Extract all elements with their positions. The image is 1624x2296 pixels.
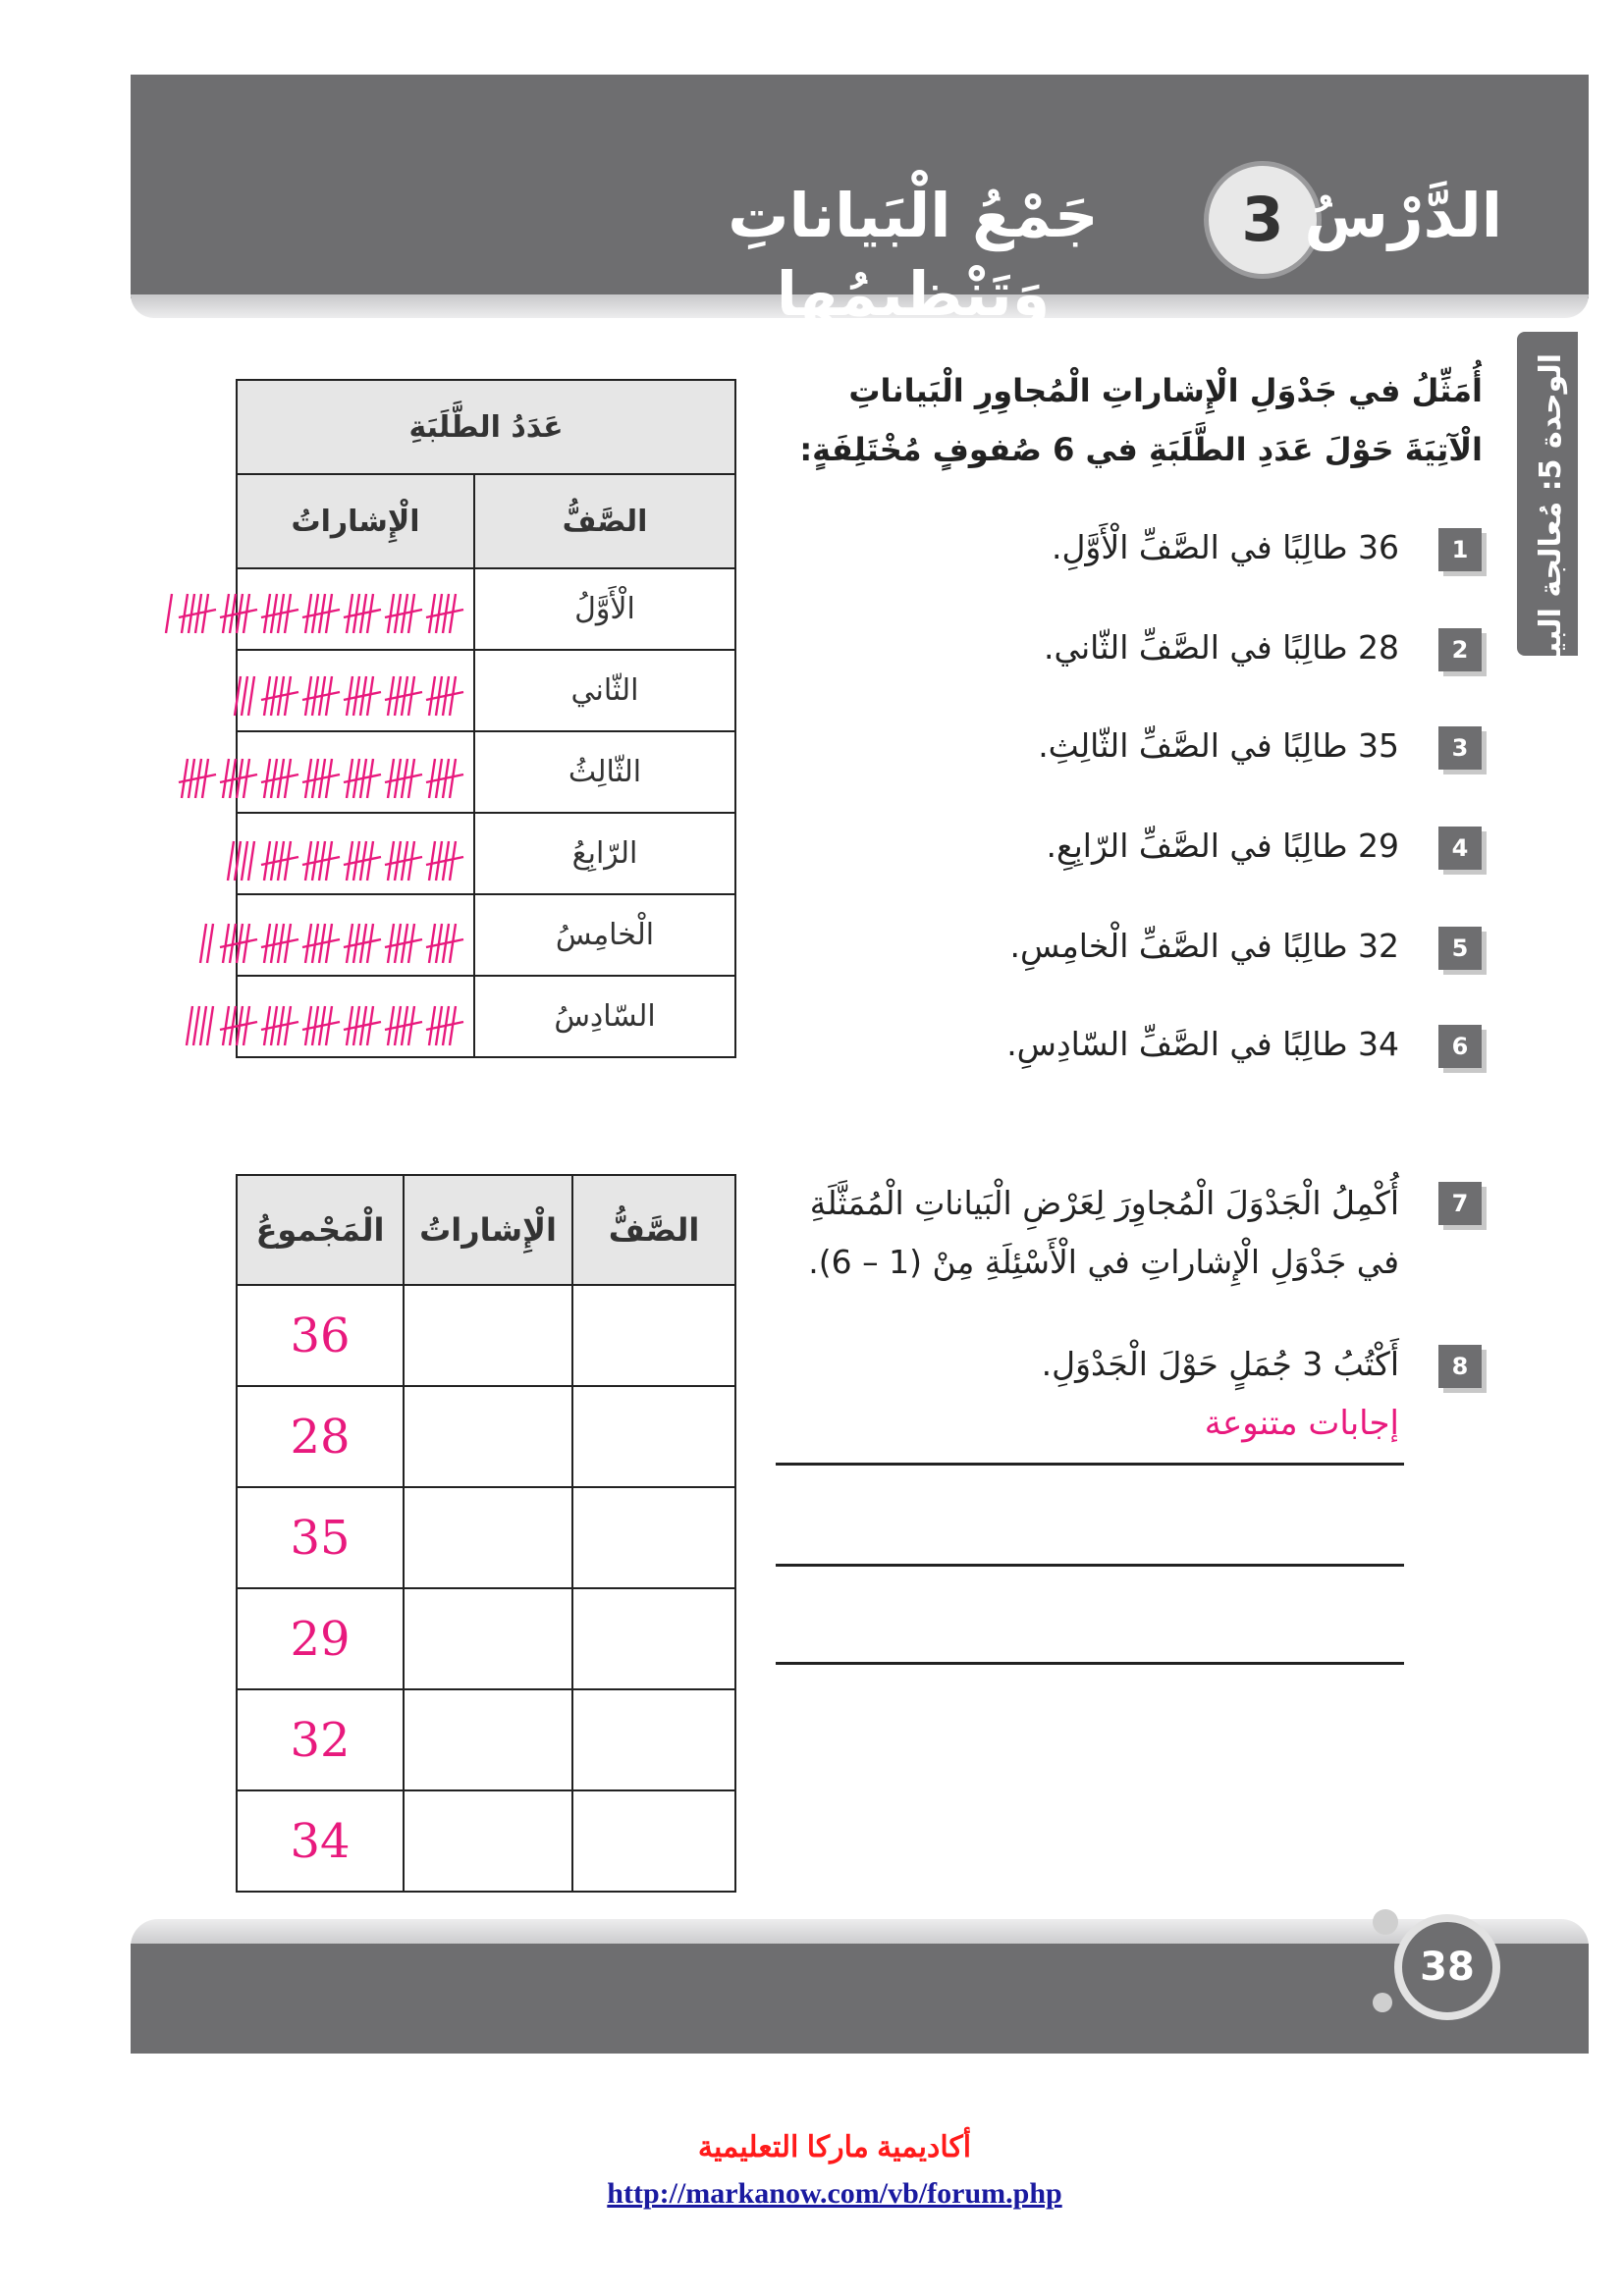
answer-line-3[interactable] bbox=[776, 1662, 1404, 1665]
tally-stroke bbox=[223, 1006, 229, 1045]
decorative-dot bbox=[1373, 1909, 1398, 1935]
tally-stroke bbox=[347, 841, 352, 881]
tally-stroke bbox=[244, 924, 249, 963]
tally-stroke bbox=[305, 759, 311, 798]
tally-col-header: الْإِشاراتُ bbox=[237, 474, 474, 568]
totals-row bbox=[237, 1285, 735, 1386]
tally-stroke bbox=[388, 924, 394, 963]
tally-stroke bbox=[187, 1006, 192, 1045]
totals-class-cell[interactable] bbox=[572, 1790, 735, 1892]
tally-marks-row bbox=[166, 594, 463, 633]
tally-stroke bbox=[248, 841, 254, 881]
tally-stroke bbox=[244, 594, 249, 633]
total-col-header: الْمَجْموعُ bbox=[237, 1175, 404, 1285]
tally-stroke bbox=[450, 1006, 456, 1045]
tally-stroke bbox=[408, 759, 414, 798]
tally-stroke bbox=[388, 676, 394, 716]
tally-stroke bbox=[166, 594, 172, 633]
class-col-header: الصَّفُّ bbox=[474, 474, 735, 568]
class-cell: الثّالِثُ bbox=[474, 731, 735, 813]
tally-stroke bbox=[264, 676, 270, 716]
class-cell: الْأَوَّلُ bbox=[474, 568, 735, 650]
question-number-1: 1 bbox=[1438, 528, 1482, 571]
tally-stroke bbox=[347, 594, 352, 633]
tally-marks-row bbox=[235, 676, 463, 716]
tally-stroke bbox=[200, 924, 206, 963]
tally-stroke bbox=[223, 759, 229, 798]
totals-row bbox=[237, 1790, 735, 1892]
tally-stroke bbox=[285, 594, 291, 633]
tally-stroke bbox=[242, 676, 247, 716]
page-number: 38 bbox=[1394, 1914, 1500, 2020]
tally-stroke bbox=[367, 1006, 373, 1045]
tally-stroke bbox=[285, 1006, 291, 1045]
tally-stroke bbox=[450, 676, 456, 716]
class-cell: السّادِسُ bbox=[474, 976, 735, 1057]
tally-stroke bbox=[305, 841, 311, 881]
totals-tally-cell[interactable] bbox=[404, 1285, 572, 1386]
tally-stroke bbox=[450, 841, 456, 881]
tally-stroke bbox=[367, 594, 373, 633]
tally-stroke bbox=[285, 841, 291, 881]
tally-stroke bbox=[429, 924, 435, 963]
question-number-6: 6 bbox=[1438, 1025, 1482, 1068]
tally-stroke bbox=[408, 1006, 414, 1045]
tally-stroke bbox=[388, 759, 394, 798]
tally-stroke bbox=[326, 594, 332, 633]
tally-stroke bbox=[326, 759, 332, 798]
tally-stroke bbox=[450, 594, 456, 633]
footer-band bbox=[131, 1944, 1589, 2054]
question-number-8: 8 bbox=[1438, 1345, 1482, 1388]
tally-marks-row bbox=[179, 759, 463, 798]
tally-stroke bbox=[408, 594, 414, 633]
tally-stroke bbox=[408, 841, 414, 881]
tally-stroke bbox=[264, 924, 270, 963]
totals-tally-cell[interactable] bbox=[404, 1386, 572, 1487]
lesson-number-badge: 3 bbox=[1204, 161, 1322, 279]
tally-stroke bbox=[450, 924, 456, 963]
total-cell: 29 bbox=[237, 1588, 404, 1689]
tally-stroke bbox=[264, 759, 270, 798]
question-6-text: 34 طالِبًا في الصَّفِّ السّادِسِ. bbox=[1006, 1025, 1399, 1063]
tally-stroke bbox=[388, 1006, 394, 1045]
tally-stroke bbox=[305, 594, 311, 633]
class-cell: الرّابِعُ bbox=[474, 813, 735, 894]
totals-tally-cell[interactable] bbox=[404, 1487, 572, 1588]
tally-stroke bbox=[202, 759, 208, 798]
tally-stroke bbox=[326, 841, 332, 881]
question-5-text: 32 طالِبًا في الصَّفِّ الْخامِسِ. bbox=[1009, 927, 1399, 965]
question-number-5: 5 bbox=[1438, 927, 1482, 970]
total-cell: 35 bbox=[237, 1487, 404, 1588]
tally-stroke bbox=[347, 759, 352, 798]
tally-stroke bbox=[305, 1006, 311, 1045]
tally-stroke bbox=[248, 676, 254, 716]
tally-stroke bbox=[326, 676, 332, 716]
tally-stroke bbox=[264, 594, 270, 633]
tally-stroke bbox=[347, 676, 352, 716]
tally-stroke bbox=[235, 676, 241, 716]
tally-stroke bbox=[207, 1006, 213, 1045]
tally-stroke bbox=[207, 924, 213, 963]
tally-stroke bbox=[450, 759, 456, 798]
question-number-4: 4 bbox=[1438, 827, 1482, 870]
question-8-answer: إجابات متنوعة bbox=[1204, 1404, 1399, 1443]
totals-tally-cell[interactable] bbox=[404, 1588, 572, 1689]
tally-stroke bbox=[264, 1006, 270, 1045]
tally-stroke bbox=[326, 924, 332, 963]
tally-stroke bbox=[182, 594, 188, 633]
totals-tally-cell[interactable] bbox=[404, 1790, 572, 1892]
tally-stroke bbox=[285, 924, 291, 963]
class-cell: الْخامِسُ bbox=[474, 894, 735, 976]
footer-link[interactable]: http://markanow.com/vb/forum.php bbox=[607, 2177, 1062, 2210]
tally-stroke bbox=[367, 759, 373, 798]
totals-class-col-header: الصَّفُّ bbox=[572, 1175, 735, 1285]
tally-stroke bbox=[193, 1006, 199, 1045]
totals-class-cell[interactable] bbox=[572, 1487, 735, 1588]
tally-stroke bbox=[223, 924, 229, 963]
lesson-title: جَمْعُ الْبَياناتِ وَتَنْظيمُها bbox=[728, 180, 1099, 330]
tally-stroke bbox=[305, 924, 311, 963]
answer-line-2[interactable] bbox=[776, 1564, 1404, 1567]
totals-class-cell[interactable] bbox=[572, 1588, 735, 1689]
tally-stroke bbox=[408, 676, 414, 716]
question-number-3: 3 bbox=[1438, 726, 1482, 770]
totals-tally-cell[interactable] bbox=[404, 1689, 572, 1790]
class-cell: الثّاني bbox=[474, 650, 735, 731]
tally-stroke bbox=[244, 759, 249, 798]
totals-row bbox=[237, 1487, 735, 1588]
tally-stroke bbox=[388, 594, 394, 633]
question-number-7: 7 bbox=[1438, 1182, 1482, 1225]
answer-line-1[interactable] bbox=[776, 1463, 1404, 1466]
tally-stroke bbox=[429, 841, 435, 881]
tally-stroke bbox=[388, 841, 394, 881]
lesson-word: الدَّرْسُ bbox=[1304, 180, 1502, 251]
unit-tab-label: الوحدة 5: مُعالجة البيانات bbox=[1534, 353, 1568, 717]
tally-stroke bbox=[367, 676, 373, 716]
total-cell: 36 bbox=[237, 1285, 404, 1386]
tally-stroke bbox=[235, 841, 241, 881]
tally-stroke bbox=[408, 924, 414, 963]
tally-stroke bbox=[228, 841, 234, 881]
tally-marks-row bbox=[200, 924, 463, 963]
tally-table-title: عَدَدُ الطَّلَبَةِ bbox=[237, 380, 735, 474]
totals-class-cell[interactable] bbox=[572, 1689, 735, 1790]
tally-stroke bbox=[429, 594, 435, 633]
tally-stroke bbox=[202, 594, 208, 633]
tally-stroke bbox=[367, 924, 373, 963]
tally-stroke bbox=[264, 841, 270, 881]
question-2-text: 28 طالِبًا في الصَّفِّ الثّاني. bbox=[1043, 628, 1399, 667]
tally-stroke bbox=[242, 841, 247, 881]
tally-stroke bbox=[429, 1006, 435, 1045]
totals-tally-col-header: الْإِشاراتُ bbox=[404, 1175, 572, 1285]
totals-row bbox=[237, 1588, 735, 1689]
question-7-text: أُكْمِلُ الْجَدْوَلَ الْمُجاوِرَ لِعَرْضِ الْبَياناتِ الْمُمَثَّلَةِ في جَدْوَلِ الْإِشاراتِ في الْأَسْئِلَةِ مِنْ (1 – 6). bbox=[808, 1184, 1399, 1281]
tally-marks-row bbox=[187, 1006, 463, 1045]
question-4-text: 29 طالِبًا في الصَّفِّ الرّابِعِ. bbox=[1046, 827, 1399, 865]
footer-brand: أكاديمية ماركا التعليمية bbox=[697, 2131, 972, 2163]
tally-stroke bbox=[326, 1006, 332, 1045]
tally-stroke bbox=[244, 1006, 249, 1045]
question-8-text: أَكْتُبُ 3 جُمَلٍ حَوْلَ الْجَدْوَلِ. bbox=[1041, 1345, 1399, 1383]
totals-row bbox=[237, 1689, 735, 1790]
total-cell: 34 bbox=[237, 1790, 404, 1892]
totals-table bbox=[236, 1174, 736, 1893]
tally-stroke bbox=[200, 1006, 206, 1045]
tally-stroke bbox=[182, 759, 188, 798]
tally-stroke bbox=[285, 759, 291, 798]
tally-marks-row bbox=[228, 841, 463, 881]
tally-stroke bbox=[223, 594, 229, 633]
tally-stroke bbox=[285, 676, 291, 716]
tally-stroke bbox=[429, 759, 435, 798]
tally-stroke bbox=[347, 1006, 352, 1045]
totals-row bbox=[237, 1386, 735, 1487]
question-1-text: 36 طالِبًا في الصَّفِّ الْأَوَّلِ. bbox=[1051, 528, 1399, 566]
decorative-dot bbox=[1373, 1993, 1392, 2012]
totals-class-cell[interactable] bbox=[572, 1285, 735, 1386]
footer-stripe bbox=[131, 1919, 1589, 1947]
total-cell: 32 bbox=[237, 1689, 404, 1790]
intro-text: أُمَثِّلُ في جَدْوَلِ الْإِشاراتِ الْمُجاوِرِ الْبَياناتِ الْآتِيَةَ حَوْلَ عَدَدِ الطَّلَبَةِ في 6 صُفوفٍ مُخْتَلِفَةٍ: bbox=[799, 372, 1483, 468]
totals-class-cell[interactable] bbox=[572, 1386, 735, 1487]
tally-stroke bbox=[367, 841, 373, 881]
tally-marks bbox=[147, 560, 471, 1070]
tally-stroke bbox=[429, 676, 435, 716]
question-3-text: 35 طالِبًا في الصَّفِّ الثّالِثِ. bbox=[1038, 726, 1399, 765]
question-number-2: 2 bbox=[1438, 628, 1482, 671]
total-cell: 28 bbox=[237, 1386, 404, 1487]
tally-stroke bbox=[305, 676, 311, 716]
tally-stroke bbox=[347, 924, 352, 963]
